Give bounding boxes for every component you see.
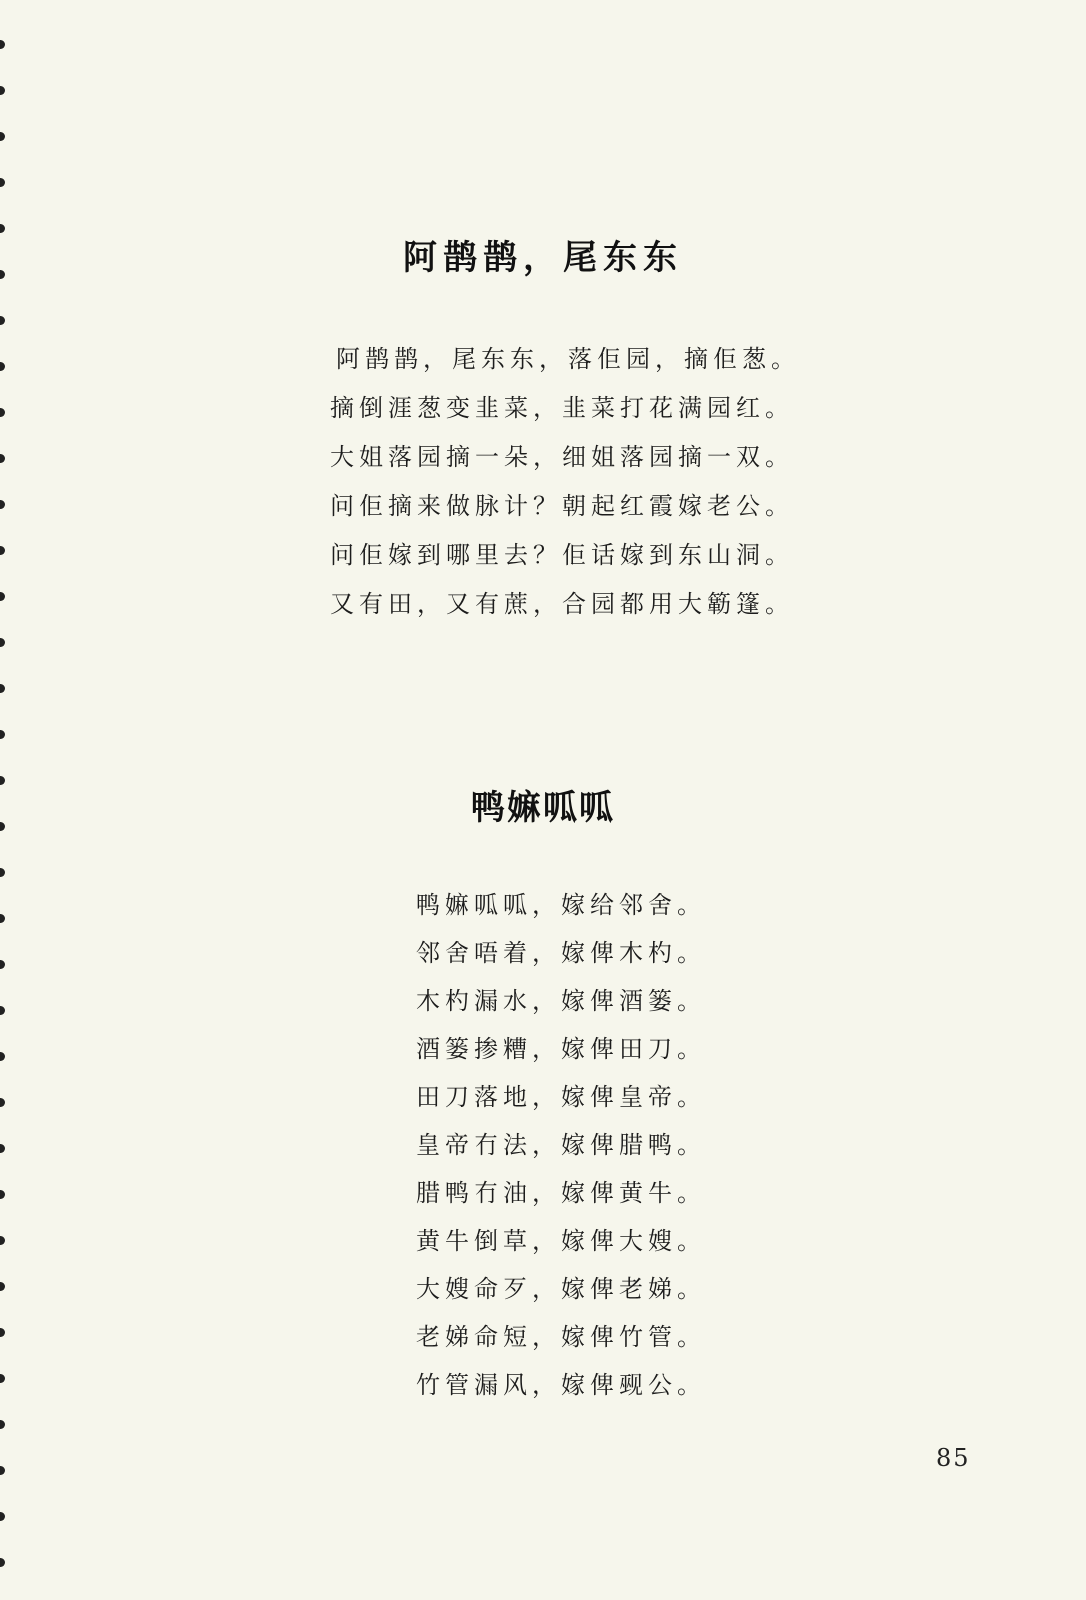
poem-line: 黄牛倒草，嫁俾大嫂。 xyxy=(416,1227,706,1255)
binding-hole xyxy=(0,1420,5,1429)
poem-line: 问佢摘来做脉计？朝起红霞嫁老公。 xyxy=(330,492,794,520)
poem-line: 问佢嫁到哪里去？佢话嫁到东山洞。 xyxy=(330,541,794,569)
poem-body xyxy=(416,881,1086,1409)
binding-hole xyxy=(0,132,5,141)
binding-hole xyxy=(0,684,5,693)
poem-line: 鸭嫲呱呱，嫁给邻舍。 xyxy=(416,891,706,919)
binding-hole xyxy=(0,1466,5,1475)
poem-line: 邻舍唔着，嫁俾木杓。 xyxy=(416,939,706,967)
poem-title: 阿鹊鹊，尾东东 xyxy=(403,238,683,278)
poem-line: 皇帝冇法，嫁俾腊鸭。 xyxy=(416,1131,706,1159)
binding-hole xyxy=(0,1512,5,1521)
binding-hole xyxy=(0,40,5,49)
binding-hole xyxy=(0,178,5,187)
poem-line: 酒篓掺糟，嫁俾田刀。 xyxy=(416,1035,706,1063)
binding-hole xyxy=(0,86,5,95)
poem-line: 竹管漏风，嫁俾觋公。 xyxy=(416,1371,706,1399)
poem-ah-que-que xyxy=(0,230,1086,629)
binding-hole xyxy=(0,730,5,739)
poem-ya-ma-gua-gua xyxy=(0,780,1086,1409)
poem-line: 摘倒涯葱变韭菜，韭菜打花满园红。 xyxy=(330,394,794,422)
binding-hole xyxy=(0,638,5,647)
page-number: 85 xyxy=(936,1444,971,1472)
binding-hole xyxy=(0,1558,5,1567)
poem-line: 大姐落园摘一朵，细姐落园摘一双。 xyxy=(330,443,794,471)
poem-line: 大嫂命歹，嫁俾老娣。 xyxy=(416,1275,706,1303)
poem-line: 腊鸭冇油，嫁俾黄牛。 xyxy=(416,1179,706,1207)
poem-line: 阿鹊鹊，尾东东，落佢园，摘佢葱。 xyxy=(336,345,800,373)
poem-line: 又有田，又有蔗，合园都用大簕篷。 xyxy=(330,590,794,618)
poem-line: 田刀落地，嫁俾皇帝。 xyxy=(416,1083,706,1111)
poem-line: 老娣命短，嫁俾竹管。 xyxy=(416,1323,706,1351)
poem-title: 鸭嫲呱呱 xyxy=(471,788,615,828)
poem-body xyxy=(330,335,1086,629)
poem-line: 木杓漏水，嫁俾酒篓。 xyxy=(416,987,706,1015)
